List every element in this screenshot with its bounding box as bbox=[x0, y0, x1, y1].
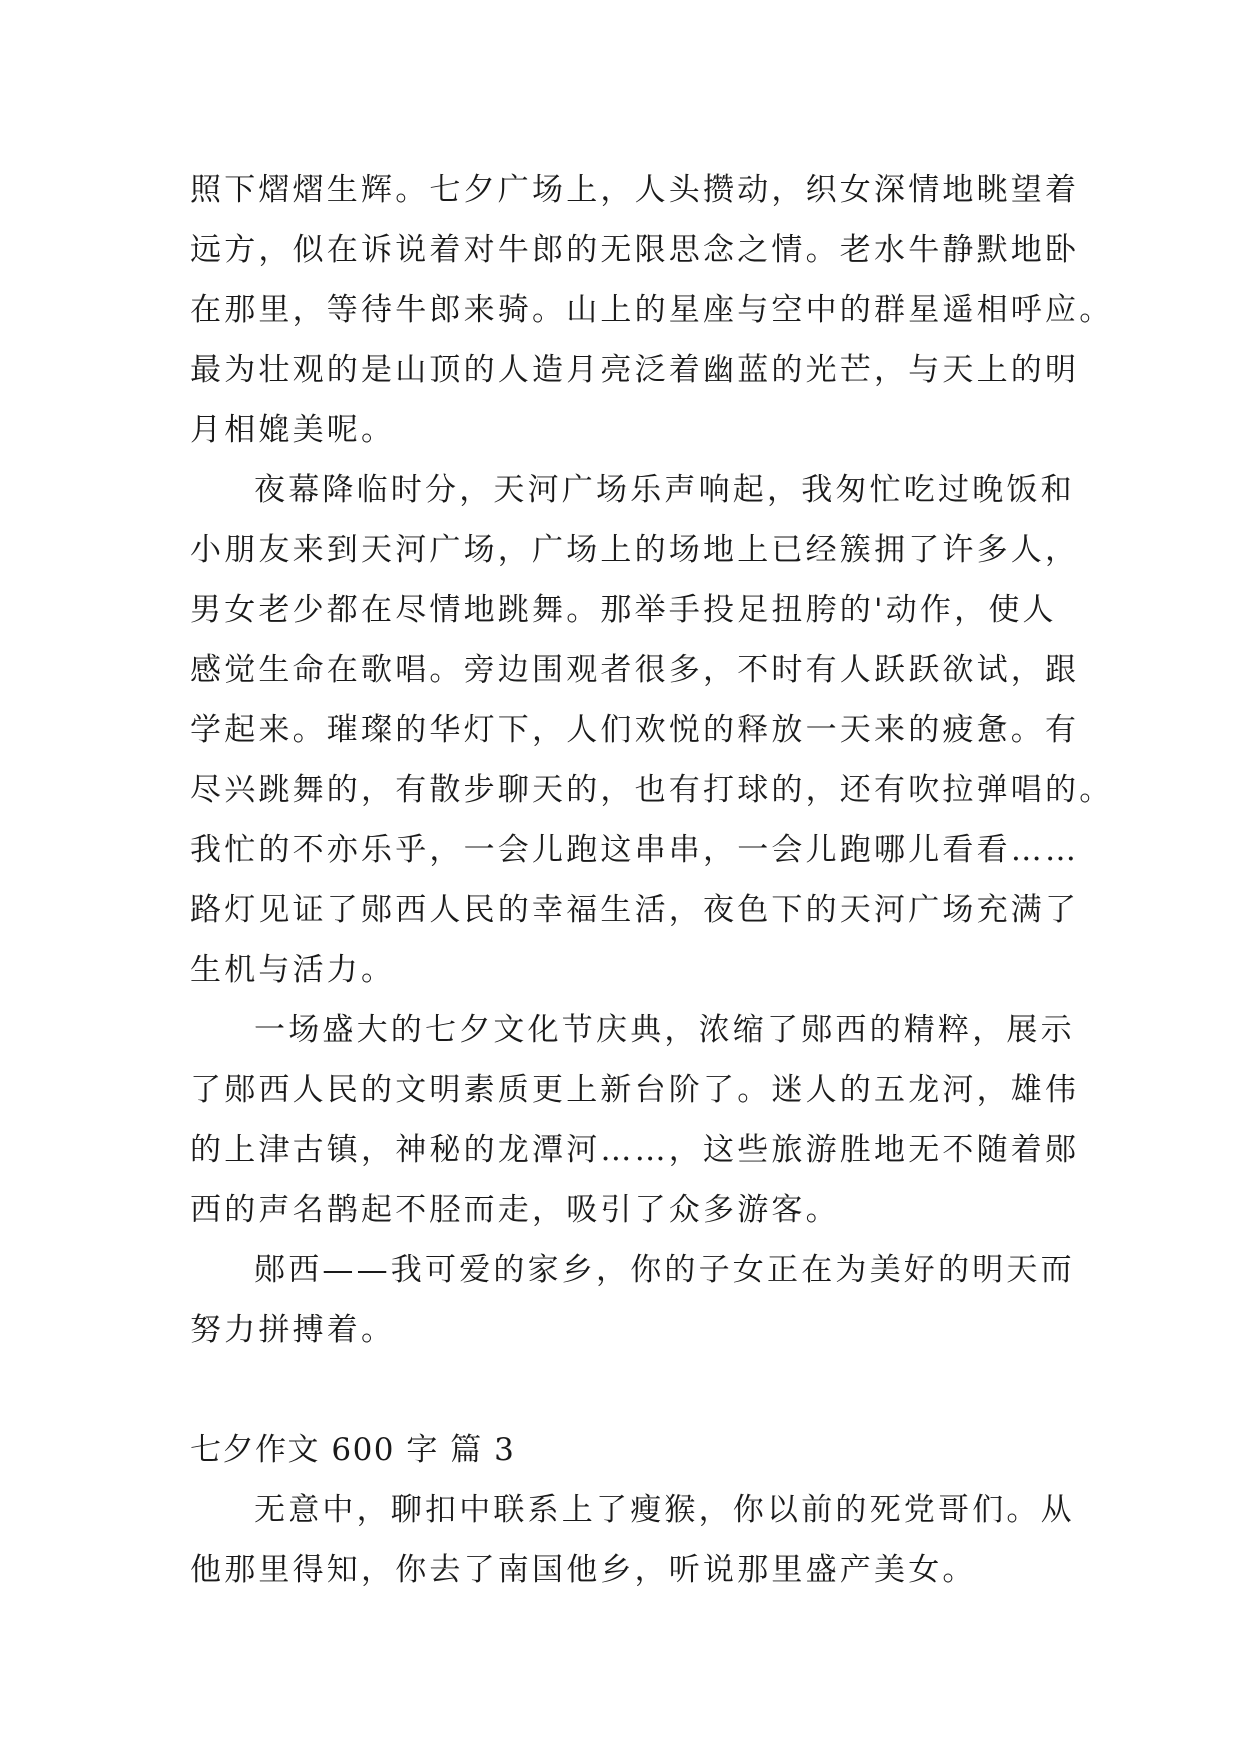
text-line: 郧西——我可爱的家乡，你的子女正在为美好的明天而 bbox=[254, 1252, 1075, 1288]
text-line: 远方，似在诉说着对牛郎的无限思念之情。老水牛静默地卧 bbox=[190, 232, 1080, 268]
paragraph-3 bbox=[190, 1000, 1080, 1240]
section-paragraph bbox=[190, 1480, 1075, 1600]
text-line: 夜幕降临时分，天河广场乐声响起，我匆忙吃过晚饭和 bbox=[254, 472, 1075, 508]
text-line: 一场盛大的七夕文化节庆典，浓缩了郧西的精粹，展示 bbox=[254, 1012, 1075, 1048]
text-line: 男女老少都在尽情地跳舞。那举手投足扭胯的'动作，使人 bbox=[190, 592, 1057, 628]
text-line: 我忙的不亦乐乎，一会儿跑这串串，一会儿跑哪儿看看…… bbox=[190, 832, 1080, 868]
document-body bbox=[190, 160, 1114, 1600]
text-line: 照下熠熠生辉。七夕广场上，人头攒动，织女深情地眺望着 bbox=[190, 172, 1080, 208]
text-line: 小朋友来到天河广场，广场上的场地上已经簇拥了许多人， bbox=[190, 532, 1080, 568]
text-line: 在那里，等待牛郎来骑。山上的星座与空中的群星遥相呼应。 bbox=[190, 292, 1114, 328]
text-line: 无意中，聊扣中联系上了瘦猴，你以前的死党哥们。从 bbox=[254, 1492, 1075, 1528]
paragraph-2 bbox=[190, 460, 1114, 1000]
text-line: 他那里得知，你去了南国他乡，听说那里盛产美女。 bbox=[190, 1552, 977, 1588]
section-spacer bbox=[190, 1360, 1058, 1420]
text-line: 努力拼搏着。 bbox=[190, 1312, 396, 1348]
paragraph-1 bbox=[190, 160, 1114, 460]
text-line: 最为壮观的是山顶的人造月亮泛着幽蓝的光芒，与天上的明 bbox=[190, 352, 1080, 388]
text-line: 生机与活力。 bbox=[190, 952, 396, 988]
section-heading: 七夕作文 600 字 篇 3 bbox=[190, 1432, 516, 1468]
paragraph-4 bbox=[190, 1240, 1075, 1360]
text-line: 的上津古镇，神秘的龙潭河……，这些旅游胜地无不随着郧 bbox=[190, 1132, 1080, 1168]
text-line: 学起来。璀璨的华灯下，人们欢悦的释放一天来的疲惫。有 bbox=[190, 712, 1080, 748]
text-line: 感觉生命在歌唱。旁边围观者很多，不时有人跃跃欲试，跟 bbox=[190, 652, 1080, 688]
text-line: 月相媲美呢。 bbox=[190, 412, 396, 448]
text-line: 尽兴跳舞的，有散步聊天的，也有打球的，还有吹拉弹唱的。 bbox=[190, 772, 1114, 808]
text-line: 西的声名鹊起不胫而走，吸引了众多游客。 bbox=[190, 1192, 840, 1228]
text-line: 了郧西人民的文明素质更上新台阶了。迷人的五龙河，雄伟 bbox=[190, 1072, 1080, 1108]
text-line: 路灯见证了郧西人民的幸福生活，夜色下的天河广场充满了 bbox=[190, 892, 1080, 928]
